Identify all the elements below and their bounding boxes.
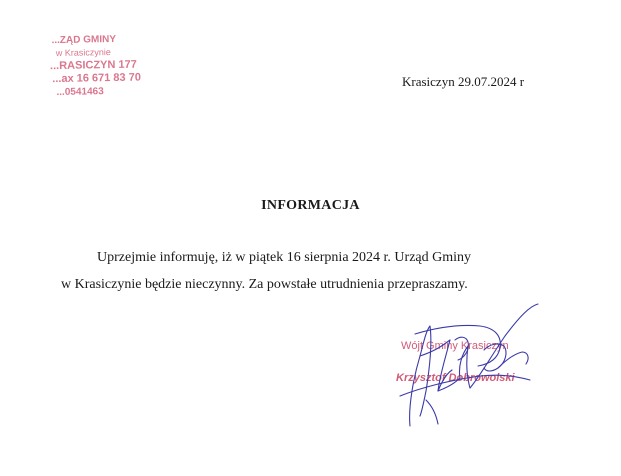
stamp-line-office: ...ZĄD GMINY bbox=[51, 33, 117, 47]
stamp-line-address: ...RASICZYN 177 bbox=[49, 58, 137, 73]
stamp-line-fax: ...ax 16 671 83 70 bbox=[52, 71, 142, 86]
signature-scribble-icon bbox=[380, 296, 550, 436]
signature-role: Wójt Gminy Krasiczyn bbox=[401, 340, 509, 352]
body-text-line: w Krasiczynie będzie nieczynny. Za powstałe utrudnienia przepraszamy. bbox=[61, 277, 468, 292]
stamp-line-regon: ...0541463 bbox=[56, 86, 104, 99]
place-and-date: Krasiczyn 29.07.2024 r bbox=[402, 74, 525, 89]
signature-name: Krzysztof Dobrowolski bbox=[396, 372, 515, 384]
body-text-line: Uprzejmie informuję, iż w piątek 16 sierpnia 2024 r. Urząd Gminy bbox=[97, 250, 472, 265]
document-title: INFORMACJA bbox=[261, 198, 360, 213]
stamp-line-location: w Krasiczynie bbox=[55, 47, 111, 59]
office-stamp bbox=[43, 32, 184, 99]
